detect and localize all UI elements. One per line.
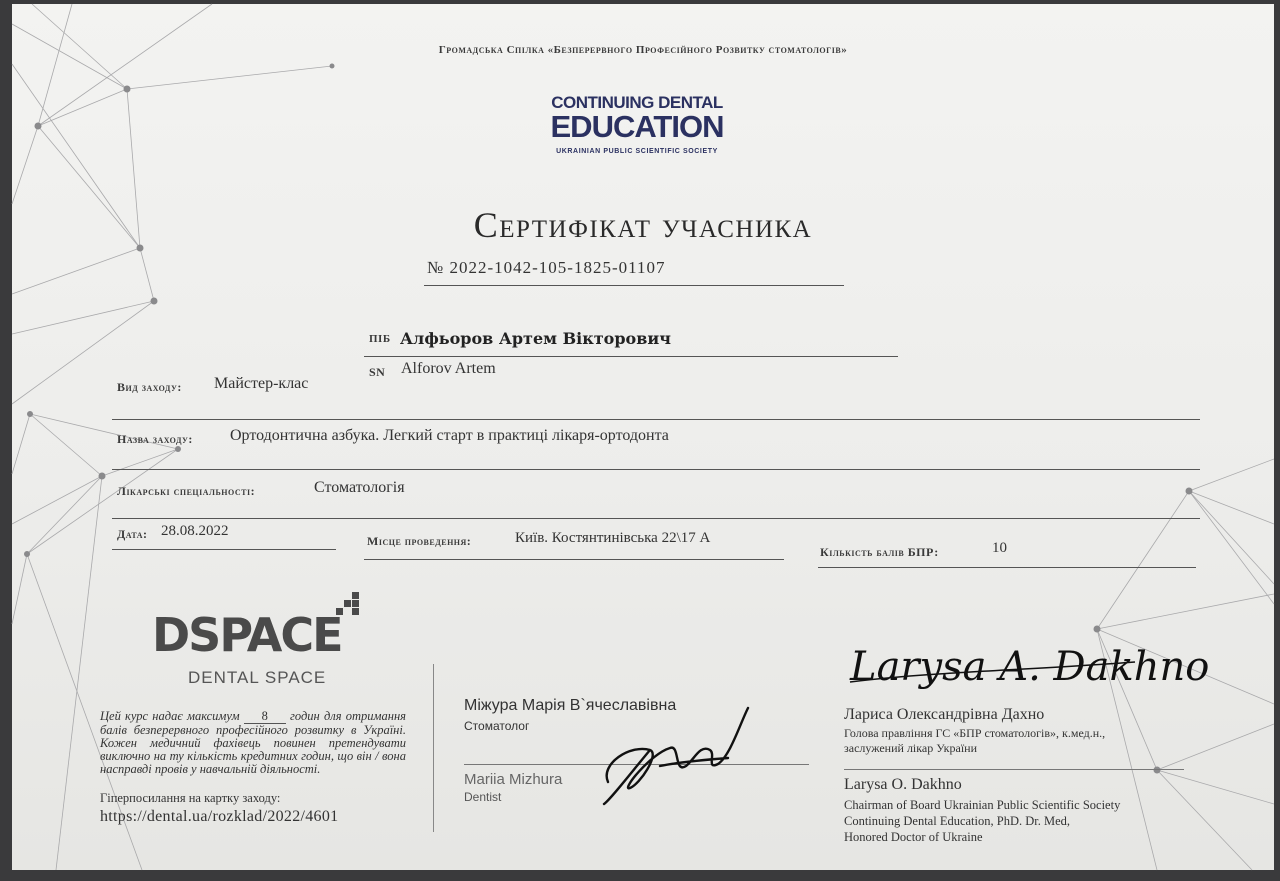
points-value: 10 (992, 540, 1007, 556)
signatory1-name-en: Mariia Mizhura (464, 771, 563, 788)
signatory2-underline (844, 769, 1184, 770)
dspace-logo-subtitle: DENTAL SPACE (188, 668, 327, 687)
date-label: Дата: (117, 527, 148, 541)
cde-logo-line3: UKRAINIAN PUBLIC SCIENTIFIC SOCIETY (556, 148, 718, 155)
points-underline (818, 567, 1196, 568)
venue-underline (364, 559, 784, 560)
venue-value: Київ. Костянтинівська 22\17 А (515, 530, 711, 546)
signature-dakhno-text: Larysa A. Dakhno (850, 644, 1210, 690)
signatory2-role-en-line2: Continuing Dental Education, PhD. Dr. Med, (844, 814, 1071, 828)
course-hours: 8 (244, 710, 286, 724)
certificate-number: № 2022-1042-105-1825-01107 (427, 258, 666, 277)
certificate-paper (12, 4, 1274, 870)
participant-name-en: Alforov Artem (401, 360, 496, 377)
signature-mizhura (590, 704, 750, 806)
signature-dakhno (850, 622, 1210, 712)
sn-label: SN (369, 365, 386, 379)
certificate-title: Сертифікат учасника (473, 205, 813, 245)
signatory2-role-en-line3: Honored Doctor of Ukraine (844, 830, 983, 844)
specialty-value: Стоматологія (314, 479, 405, 496)
vertical-divider (433, 664, 434, 832)
course-note-part1: Цей курс надає максимум (100, 709, 240, 723)
course-note-part2: годин для отримання балів безперервного професійного розвитку в Україні. Кожен медичний фахівець повинен претендувати виключно на ту кількість кредитних годин, що він / вона насправді провів у навчальній діяльності. (100, 709, 406, 776)
cde-logo-line2: EDUCATION (550, 109, 724, 144)
signatory2-role-en-line1: Chairman of Board Ukrainian Public Scientific Society (844, 798, 1121, 812)
date-value: 28.08.2022 (161, 523, 229, 539)
signatory2-name-en: Larysa O. Dakhno (844, 776, 962, 793)
signatory1-name-ua: Міжура Марія В`ячеславівна (464, 697, 677, 714)
cde-logo-line1: CONTINUING DENTAL (551, 93, 723, 112)
dspace-logo-word: DSPACE (152, 608, 342, 662)
venue-label: Місце проведення: (367, 534, 472, 548)
event-name-value: Ортодонтична азбука. Легкий старт в практиці лікаря-ортодонта (230, 427, 669, 444)
specialty-underline (112, 518, 1200, 519)
name-label: ПІБ (369, 333, 391, 345)
event-type-value: Майстер-клас (214, 375, 309, 392)
event-type-label: Вид заходу: (117, 380, 182, 394)
signatory2-role-ua: Голова правління ГС «БПР стоматологів», к.мед.н., заслужений лікар України (844, 726, 1106, 755)
signatory2-role-en (844, 797, 1120, 845)
points-label: Кількість балів БПР: (820, 545, 939, 559)
participant-name-ua: Алфьоров Артем Вікторович (400, 329, 671, 348)
event-name-underline (112, 469, 1200, 470)
signatory1-role-ua: Стоматолог (464, 719, 530, 733)
specialty-label: Лікарські спеціальності: (117, 484, 256, 498)
organization-header: Громадська Спілка «Безперервного Професійного Розвитку стоматологів» (438, 44, 848, 56)
signatory1-role-en: Dentist (464, 790, 502, 804)
signatory2-name-ua: Лариса Олександрівна Дахно (844, 706, 1045, 723)
event-type-underline (112, 419, 1200, 420)
name-underline (364, 356, 898, 357)
course-note (100, 710, 406, 776)
link-label: Гіперпосилання на картку заходу: (100, 791, 281, 805)
number-underline (424, 285, 844, 286)
event-link[interactable]: https://dental.ua/rozklad/2022/4601 (100, 808, 339, 825)
cde-logo (522, 94, 752, 155)
event-name-label: Назва заходу: (117, 432, 193, 446)
date-underline (112, 549, 336, 550)
